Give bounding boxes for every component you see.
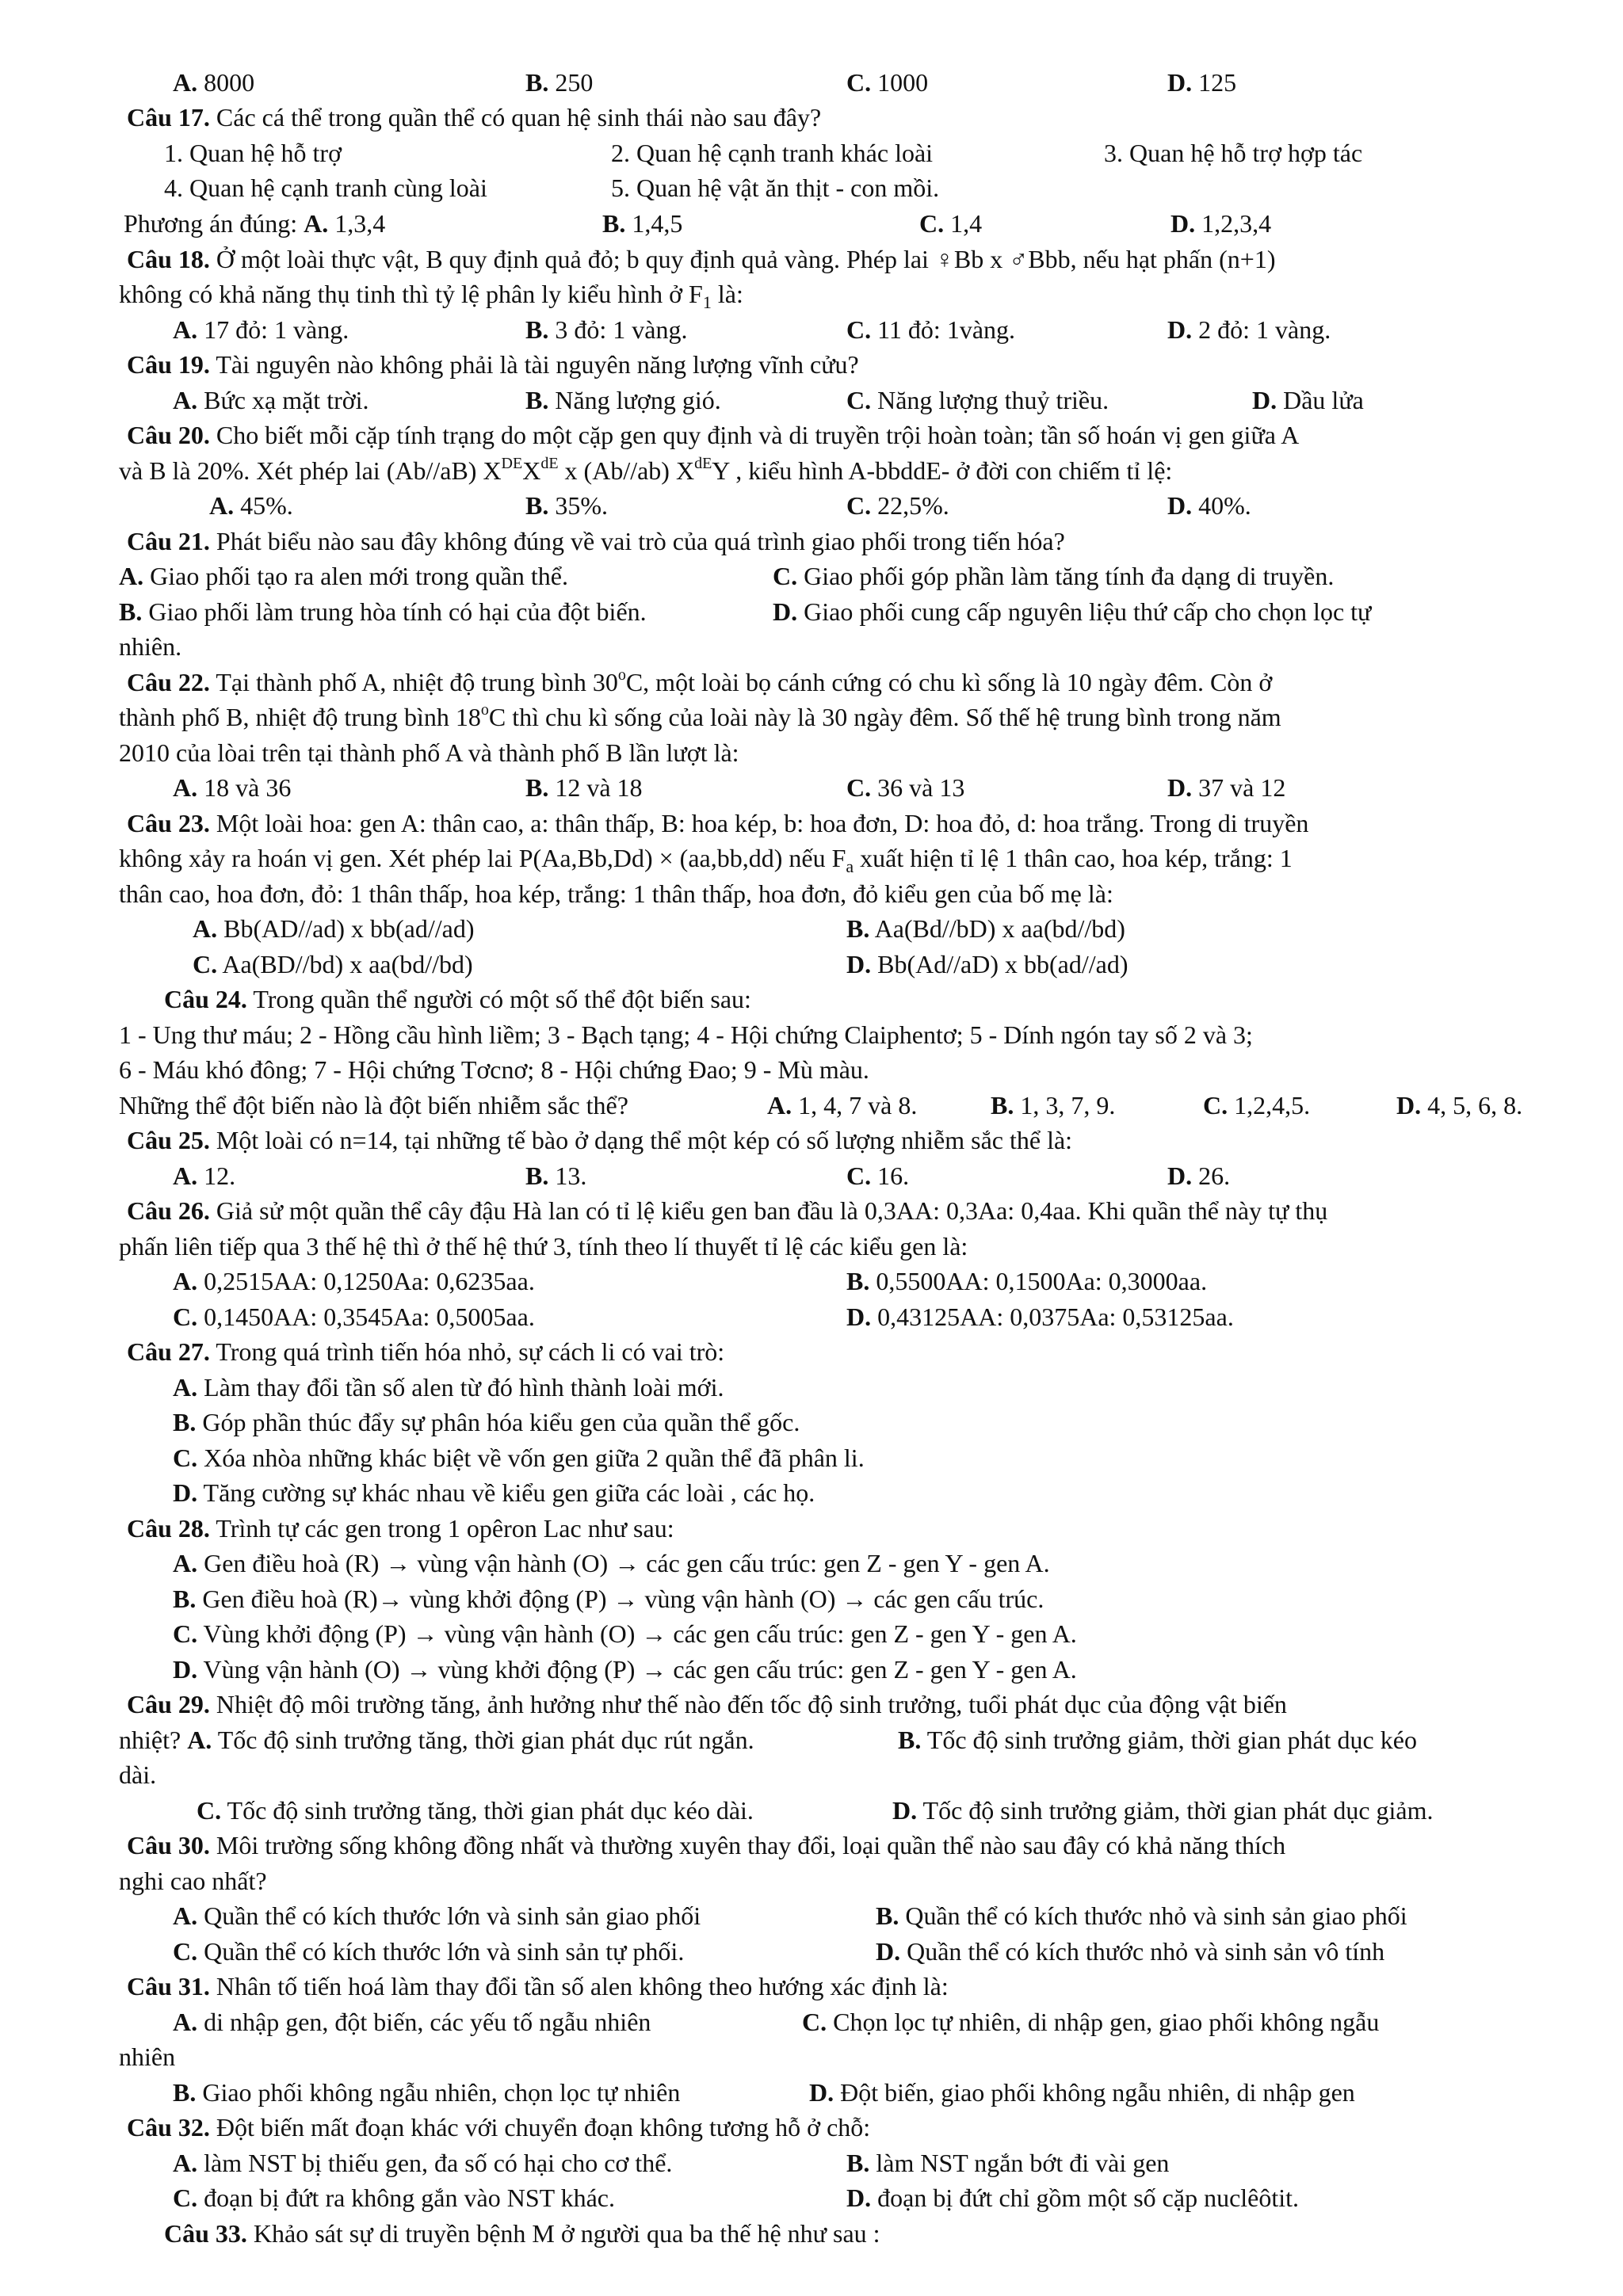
q28-option-b: B. Gen điều hoà (R)→ vùng khởi động (P) → vùng vận hành (O) → các gen cấu trúc. [173,1585,1044,1613]
q16-option-c: C. 1000 [846,68,929,97]
q29-stem-cont: nhiệt? A. Tốc độ sinh trưởng tăng, thời gian phát dục rút ngắn. [119,1726,754,1754]
q30-option-a: A. Quần thể có kích thước lớn và sinh sản giao phối [173,1901,701,1930]
q21-option-d-cont: nhiên. [119,632,182,661]
q30-option-c: C. Quần thể có kích thước lớn và sinh sản tự phối. [173,1937,685,1966]
q20-option-b: B. 35%. [525,491,608,520]
q21-option-b: B. Giao phối làm trung hòa tính có hại của đột biến. [119,597,647,626]
q20-option-c: C. 22,5%. [846,491,949,520]
q19-option-c: C. Năng lượng thuỷ triều. [846,386,1109,414]
q23-option-b: B. Aa(Bd//bD) x aa(bd//bd) [846,914,1125,943]
q31-stem: Câu 31. Nhân tố tiến hoá làm thay đổi tần số alen không theo hướng xác định là: [127,1972,949,2000]
q18-stem-cont: không có khả năng thụ tinh thì tỷ lệ phân ly kiểu hình ở $F_1$ là: [119,280,743,312]
q24-option-c: C. 1,2,4,5. [1203,1091,1311,1119]
q25-option-d: D. 26. [1167,1161,1231,1190]
q22-stem-cont: thành phố B, nhiệt độ trung bình 18$^o$C thì chu kì sống của loài này là 30 ngày đêm. Số thế hệ trung bình trong năm [119,701,1281,731]
q18-option-c: C. 11 đỏ: 1vàng. [846,315,1016,344]
q21-option-a: A. Giao phối tạo ra alen mới trong quần thể. [119,562,568,590]
q22-option-d: D. 37 và 12 [1167,773,1286,802]
q19-option-b: B. Năng lượng gió. [525,386,721,414]
q24-question: Những thể đột biến nào là đột biến nhiễm sắc thể? [119,1091,628,1119]
q17-item-4: 4. Quan hệ cạnh tranh cùng loài [164,174,487,202]
q19-stem: Câu 19. Tài nguyên nào không phải là tài nguyên năng lượng vĩnh cửu? [127,350,859,379]
q27-option-c: C. Xóa nhòa những khác biệt về vốn gen giữa 2 quần thể đã phân li. [173,1444,865,1472]
q30-option-d: D. Quần thể có kích thước nhỏ và sinh sản vô tính [876,1937,1385,1966]
q28-stem: Câu 28. Trình tự các gen trong 1 opêron Lac như sau: [127,1514,674,1543]
q30-stem-cont: nghi cao nhất? [119,1867,267,1895]
q32-option-a: A. làm NST bị thiếu gen, đa số có hại cho cơ thể. [173,2149,673,2177]
q28-option-d: D. Vùng vận hành (O) → vùng khởi động (P) → các gen cấu trúc: gen Z - gen Y - gen A. [173,1655,1077,1684]
q17-option-d: D. 1,2,3,4 [1170,209,1272,238]
q30-option-b: B. Quần thể có kích thước nhỏ và sinh sản giao phối [876,1901,1407,1930]
q26-stem: Câu 26. Giả sử một quần thể cây đậu Hà lan có tỉ lệ kiểu gen ban đầu là 0,3AA: 0,3Aa: 0,4aa. Khi quần thể này tự thụ [127,1196,1328,1225]
q23-option-c: C. Aa(BD//bd) x aa(bd//bd) [193,950,473,978]
q25-option-a: A. 12. [173,1161,236,1190]
q25-stem: Câu 25. Một loài có n=14, tại những tế bào ở dạng thể một kép có số lượng nhiễm sắc thể là: [127,1126,1073,1154]
q16-option-d: D. 125 [1167,68,1237,97]
q31-option-c-cont: nhiên [119,2042,176,2071]
q18-stem: Câu 18. Ở một loài thực vật, B quy định quả đỏ; b quy định quả vàng. Phép lai ♀Bb x ♂Bbb, nếu hạt phấn (n+1) [127,245,1276,273]
q17-item-1: 1. Quan hệ hỗ trợ [164,139,342,167]
q24-stem: Câu 24. Trong quần thể người có một số thể đột biến sau: [164,985,751,1013]
q28-option-a: A. Gen điều hoà (R) → vùng vận hành (O) → các gen cấu trúc: gen Z - gen Y - gen A. [173,1549,1050,1577]
q27-option-d: D. Tăng cường sự khác nhau về kiểu gen giữa các loài , các họ. [173,1478,815,1507]
q29-option-b-cont: dài. [119,1760,157,1789]
q26-option-c: C. 0,1450AA: 0,3545Aa: 0,5005aa. [173,1302,535,1331]
q27-option-b: B. Góp phần thúc đẩy sự phân hóa kiểu gen của quần thể gốc. [173,1408,800,1436]
q26-option-b: B. 0,5500AA: 0,1500Aa: 0,3000aa. [846,1267,1208,1295]
q19-option-d: D. Dầu lửa [1252,386,1364,414]
q29-option-b: B. Tốc độ sinh trưởng giảm, thời gian phát dục kéo [898,1726,1417,1754]
q20-option-d: D. 40%. [1167,491,1251,520]
q30-stem: Câu 30. Môi trường sống không đồng nhất và thường xuyên thay đổi, loại quần thể nào sau đây có khả năng thích [127,1831,1286,1859]
q24-list-1: 1 - Ung thư máu; 2 - Hồng cầu hình liềm; 3 - Bạch tạng; 4 - Hội chứng Claiphentơ; 5 - Dính ngón tay số 2 và 3; [119,1020,1253,1049]
q20-option-a: A. 45%. [209,491,293,520]
q21-option-d: D. Giao phối cung cấp nguyên liệu thứ cấp cho chọn lọc tự [773,597,1372,626]
q17-answer-label: Phương án đúng: A. 1,3,4 [124,209,386,238]
q32-option-c: C. đoạn bị đứt ra không gắn vào NST khác. [173,2183,615,2212]
q17-option-c: C. 1,4 [919,209,983,238]
q31-option-d: D. Đột biến, giao phối không ngẫu nhiên, di nhập gen [809,2078,1355,2107]
q16-option-a: A. 8000 [173,68,255,97]
q27-option-a: A. Làm thay đổi tần số alen từ đó hình thành loài mới. [173,1373,724,1402]
q17-option-b: B. 1,4,5 [602,209,683,238]
q22-option-a: A. 18 và 36 [173,773,292,802]
q24-list-2: 6 - Máu khó đông; 7 - Hội chứng Tơcnơ; 8 - Hội chứng Đao; 9 - Mù màu. [119,1055,869,1084]
q31-option-c: C. Chọn lọc tự nhiên, di nhập gen, giao phối không ngẫu [802,2008,1380,2036]
q20-stem: Câu 20. Cho biết mỗi cặp tính trạng do một cặp gen quy định và di truyền trội hoàn toàn; tần số hoán vị gen giữa A [127,421,1300,449]
q25-option-c: C. 16. [846,1161,910,1190]
q26-stem-cont: phấn liên tiếp qua 3 thế hệ thì ở thế hệ thứ 3, tính theo lí thuyết tỉ lệ các kiểu gen là: [119,1232,968,1261]
q21-stem: Câu 21. Phát biểu nào sau đây không đúng về vai trò của quá trình giao phối trong tiến hóa? [127,527,1065,555]
q28-option-c: C. Vùng khởi động (P) → vùng vận hành (O) → các gen cấu trúc: gen Z - gen Y - gen A. [173,1619,1077,1648]
q32-option-b: B. làm NST ngắn bớt đi vài gen [846,2149,1170,2177]
q31-option-b: B. Giao phối không ngẫu nhiên, chọn lọc tự nhiên [173,2078,681,2107]
q24-option-a: A. 1, 4, 7 và 8. [767,1091,918,1119]
q20-stem-cont: và B là 20%. Xét phép lai (Ab//aB) XDEXdE x (Ab//ab) XdEY , kiểu hình A-bbddE- ở đời con chiếm tỉ lệ: [119,455,1173,485]
q22-stem: Câu 22. Tại thành phố A, nhiệt độ trung bình 30$^o$C, một loài bọ cánh cứng có chu kì sống là 10 ngày đêm. Còn ở [127,666,1273,696]
q29-stem: Câu 29. Nhiệt độ môi trường tăng, ảnh hưởng như thế nào đến tốc độ sinh trưởng, tuổi phát dục của động vật biến [127,1690,1287,1718]
q24-option-b: B. 1, 3, 7, 9. [991,1091,1116,1119]
q16-option-b: B. 250 [525,68,594,97]
q18-option-b: B. 3 đỏ: 1 vàng. [525,315,688,344]
q27-stem: Câu 27. Trong quá trình tiến hóa nhỏ, sự cách li có vai trò: [127,1337,725,1366]
q33-stem: Câu 33. Khảo sát sự di truyền bệnh M ở người qua ba thế hệ như sau : [164,2219,880,2248]
q22-option-b: B. 12 và 18 [525,773,643,802]
q32-option-d: D. đoạn bị đứt chỉ gồm một số cặp nuclêôtit. [846,2183,1300,2212]
q23-stem-cont-2: thân cao, hoa đơn, đỏ: 1 thân thấp, hoa kép, trắng: 1 thân thấp, hoa đơn, đỏ kiểu gen của bố mẹ là: [119,879,1113,908]
q17-item-3: 3. Quan hệ hỗ trợ hợp tác [1104,139,1363,167]
q24-option-d: D. 4, 5, 6, 8. [1396,1091,1523,1119]
q23-stem-cont: không xảy ra hoán vị gen. Xét phép lai P(Aa,Bb,Dd) × (aa,bb,dd) nếu $F_a$ xuất hiện tỉ lệ 1 thân cao, hoa kép, trắng: 1 [119,844,1293,876]
q31-option-a: A. di nhập gen, đột biến, các yếu tố ngẫu nhiên [173,2008,651,2036]
q29-option-d: D. Tốc độ sinh trưởng giảm, thời gian phát dục giảm. [892,1796,1434,1825]
q17-stem: Câu 17. Các cá thể trong quần thể có quan hệ sinh thái nào sau đây? [127,103,822,132]
q22-stem-cont-2: 2010 của lòai trên tại thành phố A và thành phố B lần lượt là: [119,738,739,767]
q32-stem: Câu 32. Đột biến mất đoạn khác với chuyển đoạn không tương hỗ ở chỗ: [127,2113,871,2142]
q23-option-a: A. Bb(AD//ad) x bb(ad//ad) [193,914,475,943]
q23-stem: Câu 23. Một loài hoa: gen A: thân cao, a: thân thấp, B: hoa kép, b: hoa đơn, D: hoa đỏ, d: hoa trắng. Trong di truyền [127,809,1309,837]
q17-item-5: 5. Quan hệ vật ăn thịt - con mồi. [611,174,940,202]
q18-option-d: D. 2 đỏ: 1 vàng. [1167,315,1331,344]
q17-item-2: 2. Quan hệ cạnh tranh khác loài [611,139,934,167]
q21-option-c: C. Giao phối góp phần làm tăng tính đa dạng di truyền. [773,562,1335,590]
q23-option-d: D. Bb(Ad//aD) x bb(ad//ad) [846,950,1128,978]
q26-option-a: A. 0,2515AA: 0,1250Aa: 0,6235aa. [173,1267,535,1295]
q29-option-c: C. Tốc độ sinh trưởng tăng, thời gian phát dục kéo dài. [197,1796,754,1825]
q26-option-d: D. 0,43125AA: 0,0375Aa: 0,53125aa. [846,1302,1234,1331]
q18-option-a: A. 17 đỏ: 1 vàng. [173,315,349,344]
q22-option-c: C. 36 và 13 [846,773,965,802]
q19-option-a: A. Bức xạ mặt trời. [173,386,369,414]
q25-option-b: B. 13. [525,1161,587,1190]
